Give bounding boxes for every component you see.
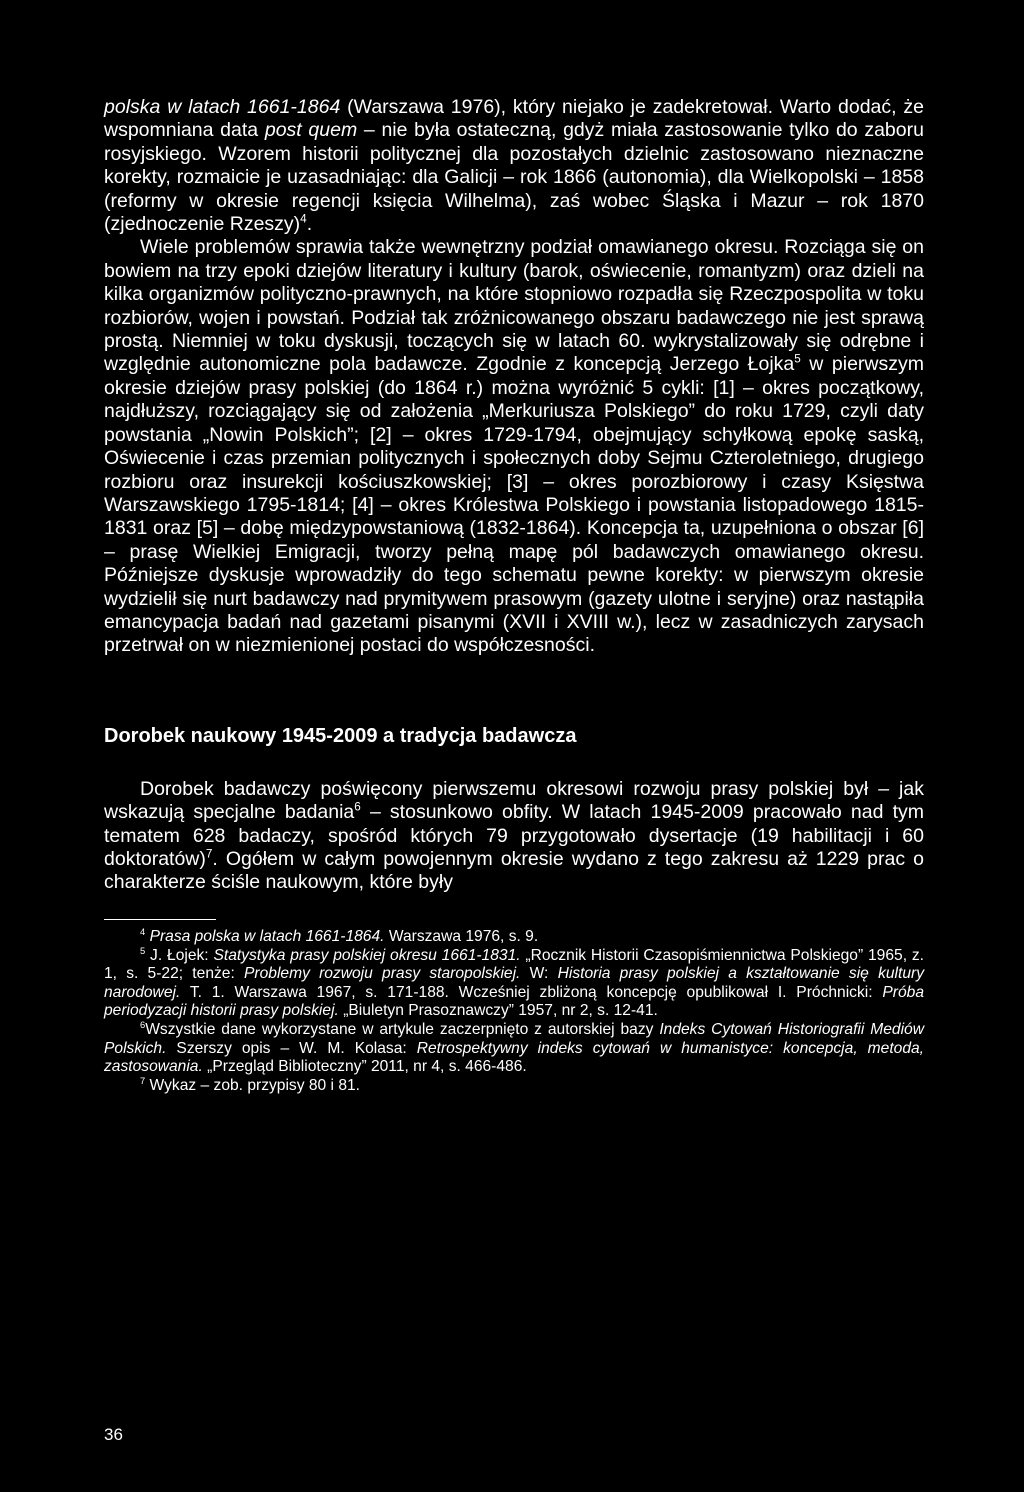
footnote-divider xyxy=(104,919,216,920)
footnote-italic: Historia prasy polskiej a kształtowanie się kultury narodowej. xyxy=(104,965,924,1001)
footnote-5 xyxy=(104,947,924,1020)
text-run: . Ogółem w całym powojennym okresie wydano z tego zakresu aż 1229 prac o charakterze ściśle naukowym, które były xyxy=(104,847,924,894)
footnote-text: J. Łojek: xyxy=(145,947,214,965)
footnote-italic: Próba periodyzacji historii prasy polskiej. xyxy=(104,983,924,1019)
page-content xyxy=(104,96,924,1095)
footnote-text: „Przegląd Biblioteczny” 2011, nr 4, s. 466-486. xyxy=(202,1057,527,1075)
text-run: – stosunkowo obfity. W latach 1945-2009 pracowało nad tym tematem 628 badaczy, spośród których 79 przygotowało dysertacje (19 habilitacji i 60 doktoratów) xyxy=(104,801,924,870)
footnote-ref-7[interactable]: 7 xyxy=(205,847,213,861)
italic-term: post quem xyxy=(264,119,358,142)
footnote-ref-6[interactable]: 6 xyxy=(354,800,361,814)
paragraph-3 xyxy=(104,778,924,895)
footnote-text: Wykaz – zob. przypisy 80 i 81. xyxy=(145,1077,361,1095)
footnote-7 xyxy=(104,1077,924,1095)
footnote-text: Warszawa 1976, s. 9. xyxy=(384,927,539,945)
footnote-number: 5 xyxy=(140,945,146,956)
footnote-text: Wszystkie dane wykorzystane w artykule zaczerpnięto z autorskiej bazy xyxy=(145,1021,660,1039)
footnote-italic: Retrospektywny indeks cytowań w humanistyce: koncepcja, metoda, zastosowania. xyxy=(104,1039,924,1075)
footnote-italic: Problemy rozwoju prasy staropolskiej. xyxy=(244,965,521,983)
footnote-ref-5[interactable]: 5 xyxy=(794,352,801,366)
text-run: Dorobek badawczy poświęcony pierwszemu okresowi rozwoju prasy polskiej był – jak wskazują specjalne badania xyxy=(104,777,924,824)
section-heading: Dorobek naukowy 1945-2009 a tradycja badawcza xyxy=(104,724,577,747)
text-run: Wiele problemów sprawia także wewnętrzny podział omawianego okresu. Rozciąga się on bowiem na trzy epoki dziejów literatury i kultury (barok, oświecenie, romantyzm) oraz dzieli na kilka organizmów polityczno-prawnych, na które stopniowo rozpadła się Rzeczpospolita w toku rozbiorów, wojen i powstań. Podział tak zróżnicowanego obszaru badawczego nie jest sprawą prostą. Niemniej w toku dyskusji, toczących się w latach 60. wykrystalizowały się odrębne i względnie autonomiczne pola badawcze. Zgodnie z koncepcją Jerzego Łojka xyxy=(104,236,924,376)
footnote-6 xyxy=(104,1021,924,1076)
footnote-text: W: xyxy=(520,965,558,983)
text-run: w pierwszym okresie dziejów prasy polskiej (do 1864 r.) można wyróżnić 5 cykli: [1] – okres początkowy, najdłuższy, rozciągający się od założenia „Merkuriusza Polskiego” do roku 1729, czyli daty powstania „Nowin Polskich”; [2] – okres 1729-1794, obejmujący schyłkową epokę saską, Oświecenie i czas przemian politycznych i społecznych doby Sejmu Czteroletniego, drugiego rozbioru oraz insurekcji kościuszkowskiej; [3] – okres porozbiorowy i czasy Księstwa Warszawskiego 1795-1814; [4] – okres Królestwa Polskiego i powstania listopadowego 1815-1831 oraz [5] – dobę międzypowstaniową (1832-1864). Koncepcja ta, uzupełniona o obszar [6] – prasę Wielkiej Emigracji, tworzy pełną mapę pól badawczych omawianego okresu. Późniejsze dyskusje wprowadziły do tego schematu pewne korekty: w pierwszym okresie wydzielił się nurt badawczy nad prymitywem prasowym (gazety ulotne i seryjne) oraz nastąpiła emancypacja badań nad gazetami pisanymi (XVII i XVIII w.), lecz w zasadniczych zarysach przetrwał on w niezmienionej postaci do współczesności. xyxy=(104,353,924,657)
footnote-text: Szerszy opis – W. M. Kolasa: xyxy=(166,1039,417,1057)
footnote-text: „Biuletyn Prasoznawczy” 1957, nr 2, s. 12-41. xyxy=(338,1001,658,1019)
footnote-number: 6 xyxy=(140,1020,146,1031)
footnote-ref-4[interactable]: 4 xyxy=(300,212,307,226)
paragraph-1 xyxy=(104,96,924,236)
footnote-text: „Rocznik Historii Czasopiśmiennictwa Polskiego” 1965, z. 1, s. 5-22; tenże: xyxy=(104,947,924,983)
footnote-number: 7 xyxy=(140,1075,146,1086)
footnote-4 xyxy=(104,928,924,946)
footnote-number: 4 xyxy=(140,926,146,937)
paragraph-2 xyxy=(104,236,924,657)
page-number: 36 xyxy=(104,1425,123,1444)
footnote-italic: Statystyka prasy polskiej okresu 1661-1831. xyxy=(213,947,521,965)
footnote-italic: Indeks Cytowań Historiografii Mediów Polskich. xyxy=(104,1021,924,1057)
text-run: . xyxy=(306,213,313,236)
text-run: – nie była ostateczną, gdyż miała zastosowanie tylko do zaboru rosyjskiego. Wzorem historii politycznej dla pozostałych dzielnic zastosowano nieznaczne korekty, rozmaicie je uzasadniając: dla Galicji – rok 1866 (autonomia), dla Wielkopolski – 1858 (reformy w okresie regencji księcia Wilhelma), zaś wobec Śląska i Mazur – rok 1870 (zjednoczenie Rzeszy) xyxy=(104,119,924,236)
italic-title: polska w latach 1661-1864 xyxy=(104,96,341,118)
footnote-text: T. 1. Warszawa 1967, s. 171-188. Wcześniej zbliżoną koncepcję opublikował I. Próchnicki: xyxy=(180,983,883,1001)
footnote-italic: Prasa polska w latach 1661-1864. xyxy=(149,927,385,945)
text-run: (Warszawa 1976), który niejako je zadekretował. Warto dodać, że wspomniana data xyxy=(104,96,924,142)
